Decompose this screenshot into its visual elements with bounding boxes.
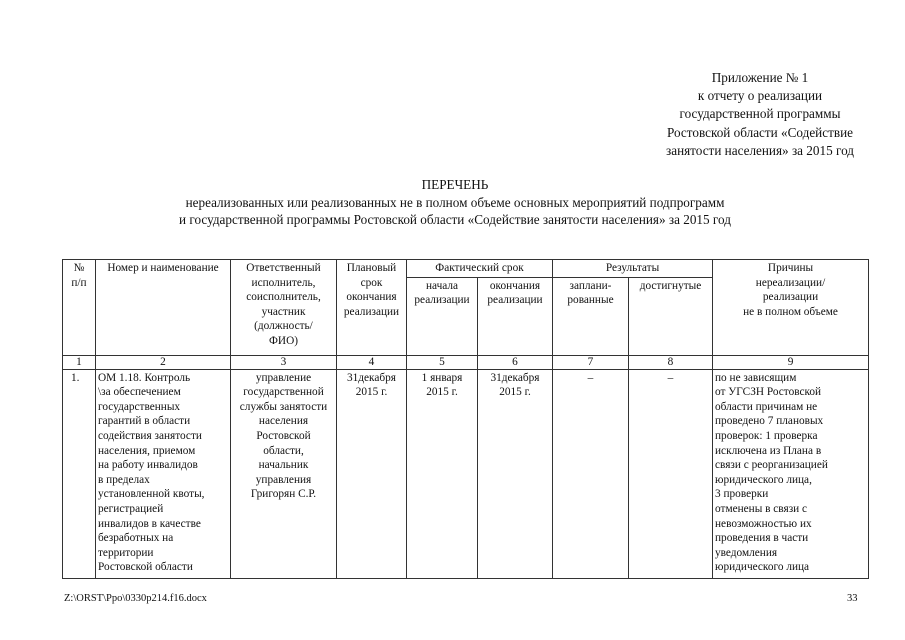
- column-number: 7: [553, 355, 629, 369]
- header-actual-end: окончания реализации: [478, 277, 553, 355]
- appendix-line: занятости населения» за 2015 год: [666, 142, 854, 158]
- column-number: 1: [63, 355, 96, 369]
- appendix-line: Ростовской области «Содействие: [666, 124, 853, 140]
- cell-results-achieved: –: [629, 369, 713, 578]
- header-name: Номер и наименование: [96, 260, 231, 356]
- column-number: 6: [478, 355, 553, 369]
- header-reasons: Причины нереализации/ реализации не в полном объеме: [713, 260, 869, 356]
- appendix-line: государственной программы: [679, 106, 841, 122]
- cell-reasons: по не зависящим от УГСЗН Ростовской области причинам не проведено 7 плановых проверок: 1 проверка исключена из Плана в связи с реорганизацией юридического лица, 3 проверки отменены в связи с невозможностью их проведения в части уведомления юридического лица: [713, 369, 869, 578]
- column-number: 9: [713, 355, 869, 369]
- header-results: Результаты: [553, 260, 713, 278]
- table-row: [63, 369, 869, 578]
- footer-file-path: Z:\ORST\Ppo\0330p214.f16.docx: [64, 593, 207, 604]
- appendix-line: к отчету о реализации: [697, 88, 823, 104]
- cell-responsible: управление государственной службы занятости населения Ростовской области, начальник управления Григорян С.Р.: [231, 369, 337, 578]
- header-planned: Плановый срок окончания реализации: [337, 260, 407, 356]
- cell-name: ОМ 1.18. Контроль \за обеспечением государственных гарантий в области содействия занятости населения, приемом на работу инвалидов в пределах установленной квоты, регистрацией инвалидов в качестве безработных на территории Ростовской области: [96, 369, 231, 578]
- table-header-row: [63, 260, 869, 278]
- appendix-line: Приложение № 1: [711, 70, 809, 85]
- header-results-planned: заплани- рованные: [553, 277, 629, 355]
- column-number-row: [63, 355, 869, 369]
- cell-num: 1.: [63, 369, 96, 578]
- header-num: № п/п: [63, 260, 96, 356]
- header-results-achieved: достигнутые: [629, 277, 713, 355]
- footer-page-number: 33: [847, 593, 858, 604]
- column-number: 5: [407, 355, 478, 369]
- cell-actual-end: 31декабря 2015 г.: [478, 369, 553, 578]
- appendix-block: [630, 69, 890, 160]
- header-responsible: Ответственный исполнитель, соисполнитель, участник (должность/ ФИО): [231, 260, 337, 356]
- cell-results-planned: –: [553, 369, 629, 578]
- cell-actual-start: 1 января 2015 г.: [407, 369, 478, 578]
- column-number: 2: [96, 355, 231, 369]
- column-number: 4: [337, 355, 407, 369]
- document-title: ПЕРЕЧЕНЬ: [421, 177, 489, 192]
- measures-table: [62, 259, 869, 579]
- column-number: 8: [629, 355, 713, 369]
- cell-planned: 31декабря 2015 г.: [337, 369, 407, 578]
- header-actual: Фактический срок: [407, 260, 553, 278]
- document-subtitle-line-2: и государственной программы Ростовской области «Содействие занятости населения» за 2015 год: [179, 212, 731, 227]
- header-actual-start: начала реализации: [407, 277, 478, 355]
- document-subtitle-line-1: нереализованных или реализованных не в полном объеме основных мероприятий подпрограмм: [185, 195, 725, 210]
- column-number: 3: [231, 355, 337, 369]
